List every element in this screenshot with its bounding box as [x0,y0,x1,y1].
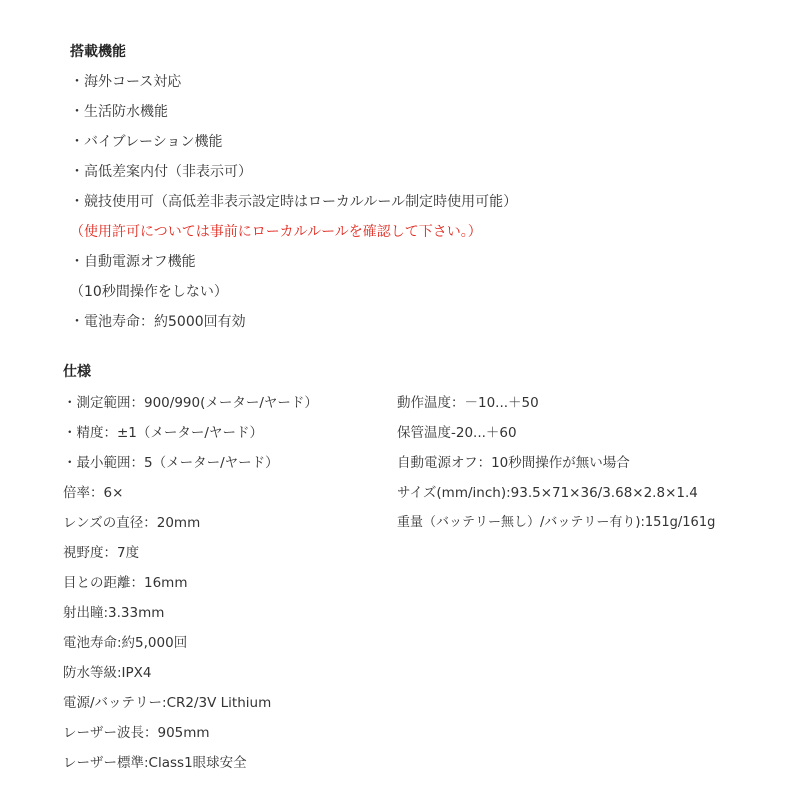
specs-left-column [63,393,318,783]
spec-item: ・精度：±1（メーター/ヤード） [63,425,263,441]
feature-note-red: （使用許可については事前にローカルルールを確認して下さい。） [70,224,482,240]
spec-item: サイズ(mm/inch):93.5×71×36/3.68×2.8×1.4 [397,485,698,501]
feature-item: ・電池寿命：約5000回有効 [70,314,246,330]
spec-item: 射出瞳:3.33mm [63,605,165,621]
spec-item: ・測定範囲：900/990(メーター/ヤード） [63,395,318,411]
features-title: 搭載機能 [70,44,126,60]
spec-item: レンズの直径：20mm [63,515,201,531]
feature-item: （10秒間操作をしない） [70,284,228,300]
specs-title: 仕様 [63,364,91,380]
spec-item: 保管温度-20...＋60 [397,425,517,441]
specs-right-column [397,393,715,543]
spec-item: 防水等級:IPX4 [63,665,152,681]
spec-item: レーザー標準:Class1眼球安全 [63,755,247,771]
spec-item: 自動電源オフ：10秒間操作が無い場合 [397,455,630,471]
spec-item: 視野度：7度 [63,545,140,561]
feature-item: ・生活防水機能 [70,104,168,120]
spec-item: 電源/バッテリー:CR2/3V Lithium [63,695,272,711]
spec-item: ・最小範囲：5（メーター/ヤード） [63,455,279,471]
feature-item: ・競技使用可（高低差非表示設定時はローカルルール制定時使用可能） [70,194,518,210]
spec-item: 倍率：6× [63,485,124,501]
spec-item: レーザー波長：905mm [63,725,210,741]
feature-item: ・自動電源オフ機能 [70,254,196,270]
feature-item: ・高低差案内付（非表示可） [70,164,252,180]
feature-item: ・海外コース対応 [70,74,182,90]
feature-item: ・バイブレーション機能 [70,134,223,150]
spec-item: 電池寿命:約5,000回 [63,635,188,651]
spec-item: 目との距離：16mm [63,575,188,591]
spec-item: 重量（バッテリー無し）/バッテリー有り):151g/161g [397,515,716,530]
spec-item: 動作温度：－10...＋50 [397,395,539,411]
